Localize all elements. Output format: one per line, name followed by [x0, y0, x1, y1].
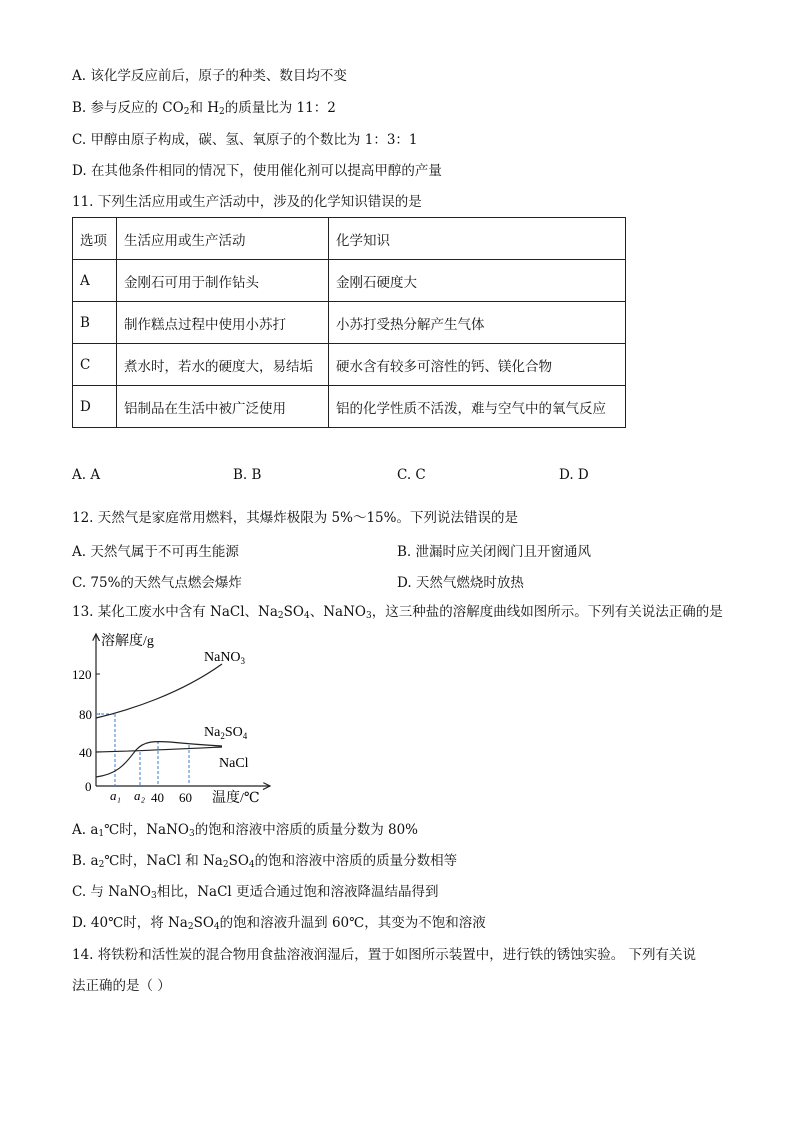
q11-answer-b: B. B: [233, 467, 262, 483]
table-cell: 煮水时，若水的硬度大，易结垢: [117, 344, 329, 386]
table-cell: B: [73, 302, 117, 344]
q13-option-c: C. 与 NaNO$_3$相比，NaCl 更适合通过饱和溶液降温结晶得到: [72, 884, 439, 901]
table-cell: A: [73, 260, 117, 302]
q12-option-c: C. 75%的天然气点燃会爆炸: [72, 575, 242, 591]
q14-stem-line2: 法正确的是（ ）: [72, 978, 171, 994]
q12-option-b: B. 泄漏时应关闭阀门且开窗通风: [397, 544, 592, 560]
table-row: [73, 386, 626, 428]
table-cell: 硬水含有较多可溶性的钙、镁化合物: [329, 344, 626, 386]
y-tick-label: 0: [85, 779, 92, 794]
table-header-cell: 化学知识: [329, 218, 626, 260]
y-tick-label: 80: [79, 707, 92, 722]
nano3-label: NaNO$_3$: [204, 650, 246, 666]
y-tick-label: 120: [72, 667, 92, 682]
table-cell: 金刚石硬度大: [329, 260, 626, 302]
q11-table: [72, 217, 626, 428]
table-cell: 铝制品在生活中被广泛使用: [117, 386, 329, 428]
q12-option-a: A. 天然气属于不可再生能源: [72, 544, 239, 560]
x-tick-label: a₁: [110, 788, 122, 803]
x-tick-label: 40: [151, 790, 164, 805]
q13-option-b: B. $a_2℃$时，NaCl 和 $Na_2SO_4$的饱和溶液中溶质的质量分数相等: [72, 853, 458, 870]
q13-option-d: D. 40℃时，将 $Na_2SO_4$的饱和溶液升温到 60℃，其变为不饱和溶液: [72, 915, 486, 932]
table-cell: 制作糕点过程中使用小苏打: [117, 302, 329, 344]
nano3-curve: [96, 664, 222, 718]
table-cell: 铝的化学性质不活泼，难与空气中的氧气反应: [329, 386, 626, 428]
table-cell: 小苏打受热分解产生气体: [329, 302, 626, 344]
q10-option-c: C. 甲醇由原子构成，碳、氢、氧原子的个数比为 1：3：1: [72, 132, 418, 148]
q11-answer-c: C. C: [397, 467, 426, 483]
y-tick-label: 40: [79, 745, 92, 760]
table-row: [73, 260, 626, 302]
table-cell: 金刚石可用于制作钻头: [117, 260, 329, 302]
q11-stem: 11. 下列生活应用或生产活动中，涉及的化学知识错误的是: [72, 194, 422, 210]
table-row: [73, 344, 626, 386]
table-cell: C: [73, 344, 117, 386]
table-row: [73, 302, 626, 344]
q13-option-a: A. $a_1℃$时，NaNO$_3$的饱和溶液中溶质的质量分数为 80%: [72, 822, 418, 839]
na2so4-label: $Na_2SO_4$: [204, 725, 248, 741]
x-tick-label: a₂: [134, 788, 146, 803]
q11-answer-a: A. A: [72, 467, 101, 483]
q14-stem-line1: 14. 将铁粉和活性炭的混合物用食盐溶液润湿后，置于如图所示装置中，进行铁的锈蚀实验。 下列有关说: [72, 947, 697, 963]
q13-stem: 13. 某化工废水中含有 NaCl、$Na_2SO_4$、NaNO$_3$，这三种盐的溶解度曲线如图所示。下列有关说法正确的是: [72, 604, 723, 621]
q11-answer-d: D. D: [559, 467, 589, 483]
q10-option-d: D. 在其他条件相同的情况下，使用催化剂可以提高甲醇的产量: [72, 163, 442, 179]
q12-option-d: D. 天然气燃烧时放热: [397, 575, 524, 591]
q10-option-a: A. 该化学反应前后，原子的种类、数目均不变: [72, 68, 347, 84]
x-axis-label: 温度/℃: [212, 791, 260, 806]
y-axis-label: 溶解度/g: [101, 634, 154, 649]
x-tick-label: 60: [179, 790, 192, 805]
q12-stem: 12. 天然气是家庭常用燃料，其爆炸极限为 5%～15%。下列说法错误的是: [72, 510, 518, 526]
nacl-label: NaCl: [219, 756, 249, 771]
q10-option-b: B. 参与反应的 $CO_2$和 $H_2$的质量比为 11：2: [72, 100, 336, 117]
table-header-cell: 选项: [73, 218, 117, 260]
table-header-row: [73, 218, 626, 260]
solubility-chart: [70, 628, 290, 808]
table-cell: D: [73, 386, 117, 428]
table-header-cell: 生活应用或生产活动: [117, 218, 329, 260]
